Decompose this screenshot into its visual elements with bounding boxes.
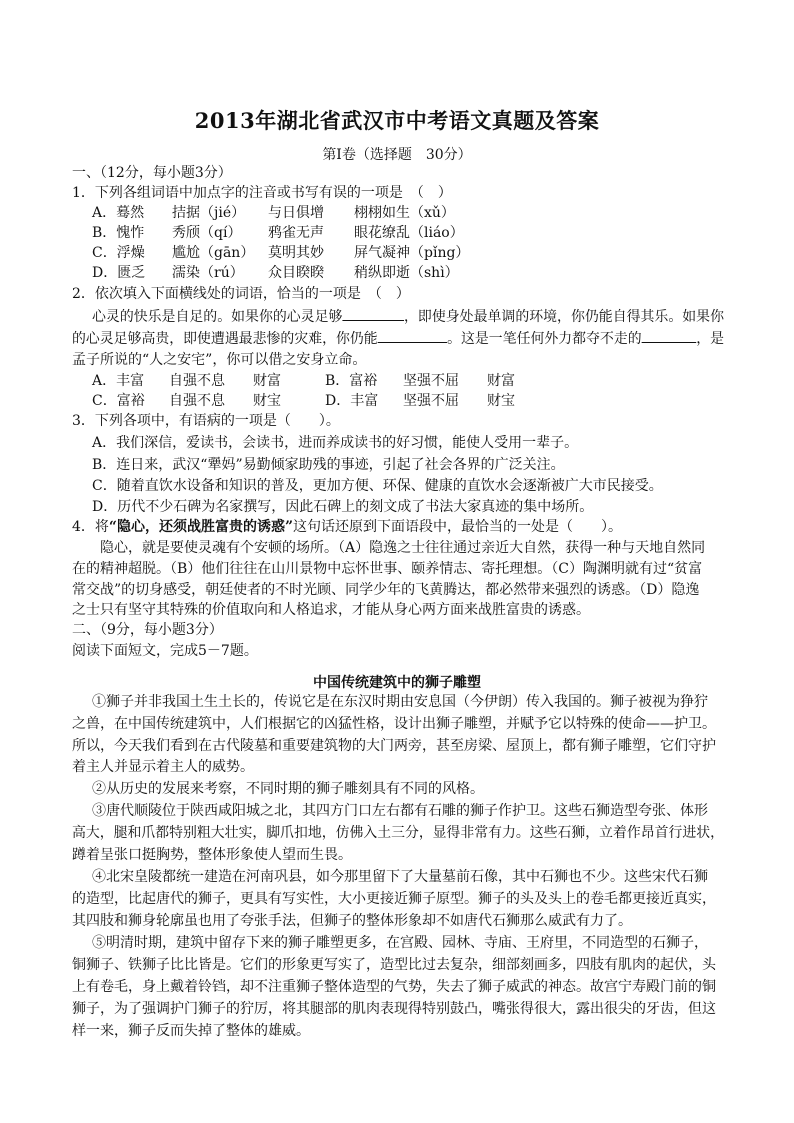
q1-d-word1: D．匮乏 [92, 265, 146, 281]
q1-option-a [92, 203, 455, 223]
q2-c-word1: C．富裕 [92, 393, 145, 409]
q1-option-d [92, 263, 459, 283]
q3-option-c: C．随着直饮水设备和知识的普及，更加方便、环保、健康的直饮水会逐渐被广大市民接受。 [92, 478, 663, 494]
essay-p4-line1: ④北宋皇陵都统一建造在河南巩县，如今那里留下了大量墓前石像，其中石狮也不少。这些宋代石狮 [92, 869, 708, 885]
q2-a-word3: 财富 [253, 373, 281, 389]
q2-text: 。这是一笔任何外力都夺不走的 [447, 331, 642, 347]
section1-header: 一、（12分，每小题3分） [72, 165, 232, 181]
essay-p3-line1: ③唐代顺陵位于陕西咸阳城之北，其四方门口左右都有石雕的狮子作护卫。这些石狮造型夸张、体形 [92, 803, 708, 819]
essay-p4-line3: 其四肢和狮身轮廓虽也用了夸张手法，但狮子的整体形象却不如唐代石狮那么威武有力了。 [72, 913, 632, 929]
q2-text: ，是 [696, 331, 725, 347]
essay-p5-line5: 样一来，狮子反而失掉了整体的雄威。 [72, 1023, 310, 1039]
q2-a-word2: 自强不息 [169, 373, 225, 389]
q4-stem-text: 4．将 [72, 519, 109, 535]
essay-p1-line3: 所以，今天我们看到在古代陵墓和重要建筑物的大门两旁，甚至房梁、屋顶上，都有狮子雕塑，它们守护 [72, 738, 716, 754]
q2-a-word1: A．丰富 [92, 373, 145, 389]
q1-stem: 1．下列各组词语中加点字的注音或书写有误的一项是 （ ） [72, 185, 452, 201]
q2-b-word3: 财富 [487, 373, 515, 389]
page-subtitle: 第Ⅰ卷（选择题 30分） [322, 147, 472, 163]
q2-d-word1: D．丰富 [325, 393, 379, 409]
q1-option-c [92, 243, 469, 263]
q4-passage-line1: 隐心，就是要使灵魂有个安顿的场所。（A）隐逸之士往往通过亲近大自然，获得一种与天地自然同 [100, 540, 706, 556]
q2-options-row1 [92, 371, 515, 391]
q4-passage-line3: 常交战”的切身感受，朝廷使者的不时光顾、同学少年的飞黄腾达，都必然带来强烈的诱惑。（D）隐逸 [72, 582, 700, 598]
q2-b-word2: 坚强不屈 [403, 373, 459, 389]
q1-c-word2: 尴尬（gān） [172, 245, 255, 261]
essay-p4-line2: 的造型，比起唐代的狮子，更具有写实性，大小更接近狮子原型。狮子的头及头上的卷毛都更接近真实， [72, 891, 716, 907]
q1-c-word4: 屏气凝神（pǐng） [354, 245, 470, 261]
q4-stem-text: 这句话还原到下面语段中，最恰当的一处是（ ）。 [293, 519, 623, 535]
section2-intro: 阅读下面短文，完成5－7题。 [72, 643, 258, 659]
essay-p1-line1: ①狮子并非我国土生土长的，传说它是在东汉时期由安息国（今伊朗）传入我国的。狮子被视为狰狞 [92, 694, 708, 710]
q2-d-word3: 财宝 [487, 393, 515, 409]
q1-d-word3: 众目睽睽 [268, 265, 324, 281]
q3-stem: 3．下列各项中，有语病的一项是（ ）。 [72, 413, 340, 429]
q2-b-word1: B．富裕 [325, 373, 378, 389]
q1-a-word2: 拮据（jié） [172, 205, 246, 221]
essay-p2-line1: ②从历史的发展来考察，不同时期的狮子雕刻具有不同的风格。 [92, 781, 484, 797]
essay-p1-line2: 之兽，在中国传统建筑中，人们根据它的凶猛性格，设计出狮子雕塑，并赋予它以特殊的使命——护卫。 [72, 716, 716, 732]
q3-option-a: A．我们深信，爱读书，会读书，进而养成读书的好习惯，能使人受用一辈子。 [92, 435, 579, 451]
q4-stem [72, 517, 622, 537]
q1-a-word1: A．蓦然 [92, 205, 145, 221]
q2-options-row2 [92, 391, 515, 411]
q1-option-b [92, 223, 464, 243]
q2-text: ，即使身处最单调的环境，你仍能自得其乐。如果你 [404, 309, 724, 325]
blank-1 [342, 306, 404, 321]
essay-title: 中国传统建筑中的狮子雕塑 [313, 675, 481, 691]
q2-passage-line1 [92, 306, 724, 327]
q1-d-word4: 稍纵即逝（shì） [354, 265, 459, 281]
q1-d-word2: 濡染（rú） [172, 265, 244, 281]
q1-a-word3: 与日俱增 [268, 205, 324, 221]
q1-b-word4: 眼花缭乱（liáo） [354, 225, 464, 241]
q2-c-word3: 财宝 [253, 393, 281, 409]
q1-c-word1: C．浮燥 [92, 245, 145, 261]
q2-passage-line2 [72, 328, 724, 349]
q4-passage-line4: 之士只有坚守其特殊的价值取向和人格追求，才能从身心两方面来战胜富贵的诱惑。 [72, 602, 590, 618]
blank-2 [378, 328, 447, 343]
blank-3 [642, 328, 697, 343]
essay-p5-line3: 上有卷毛，身上戴着铃铛，却不注重狮子整体造型的气势，失去了狮子威武的神态。故宫宁寿殿门前的铜 [72, 979, 716, 995]
q4-passage-line2: 在的精神超脱。（B）他们往往在山川景物中忘怀世事、颐养情志、寄托理想。（C）陶渊明就有过“贫富 [72, 561, 703, 577]
essay-p3-line3: 蹲着呈张口挺胸势，整体形象使人望而生畏。 [72, 847, 352, 863]
q2-stem: 2．依次填入下面横线处的词语，恰当的一项是 （ ） [72, 286, 410, 302]
q2-text: 心灵的快乐是自足的。如果你的心灵足够 [92, 309, 343, 325]
essay-p5-line2: 铜狮子、铁狮子比比皆是。它们的形象更写实了，造型比过去复杂，细部刻画多，四肢有肌肉的起伏，头 [72, 957, 716, 973]
essay-p5-line4: 狮子，为了强调护门狮子的狞厉，将其腿部的肌肉表现得特别鼓凸，嘴张得很大，露出很尖的牙齿，但这 [72, 1001, 716, 1017]
q2-c-word2: 自强不息 [169, 393, 225, 409]
q2-d-word2: 坚强不屈 [403, 393, 459, 409]
essay-p3-line2: 高大，腿和爪都特别粗大壮实，脚爪扣地，仿佛入土三分，显得非常有力。这些石狮，立着作昂首行进状， [72, 825, 725, 841]
q1-b-word2: 秀颀（qí） [172, 225, 242, 241]
q1-c-word3: 莫明其妙 [268, 245, 324, 261]
section2-header: 二、（9分，每小题3分） [72, 622, 223, 638]
q1-b-word3: 鸦雀无声 [268, 225, 324, 241]
q2-text: 的心灵足够高贵，即使遭遇最悲惨的灾难，你仍能 [72, 331, 378, 347]
q4-stem-quote: “隐心，还须战胜富贵的诱惑” [108, 519, 294, 535]
q1-a-word4: 栩栩如生（xǔ） [354, 205, 455, 221]
essay-p1-line4: 着主人并显示着主人的威势。 [72, 759, 254, 775]
q3-option-d: D．历代不少石碑为名家撰写，因此石碑上的刻文成了书法大家真迹的集中场所。 [92, 499, 594, 515]
q1-b-word1: B．愧怍 [92, 225, 145, 241]
essay-p5-line1: ⑤明清时期，建筑中留存下来的狮子雕塑更多，在宫殿、园林、寺庙、王府里，不同造型的石狮子， [92, 935, 708, 951]
q3-option-b: B．连日来，武汉“犟妈”易勤倾家助残的事迹，引起了社会各界的广泛关注。 [92, 457, 565, 473]
q2-passage-line3: 孟子所说的“人之安宅”，你可以借之安身立命。 [72, 352, 367, 368]
page-title: 2013年湖北省武汉市中考语文真题及答案 [194, 108, 600, 133]
